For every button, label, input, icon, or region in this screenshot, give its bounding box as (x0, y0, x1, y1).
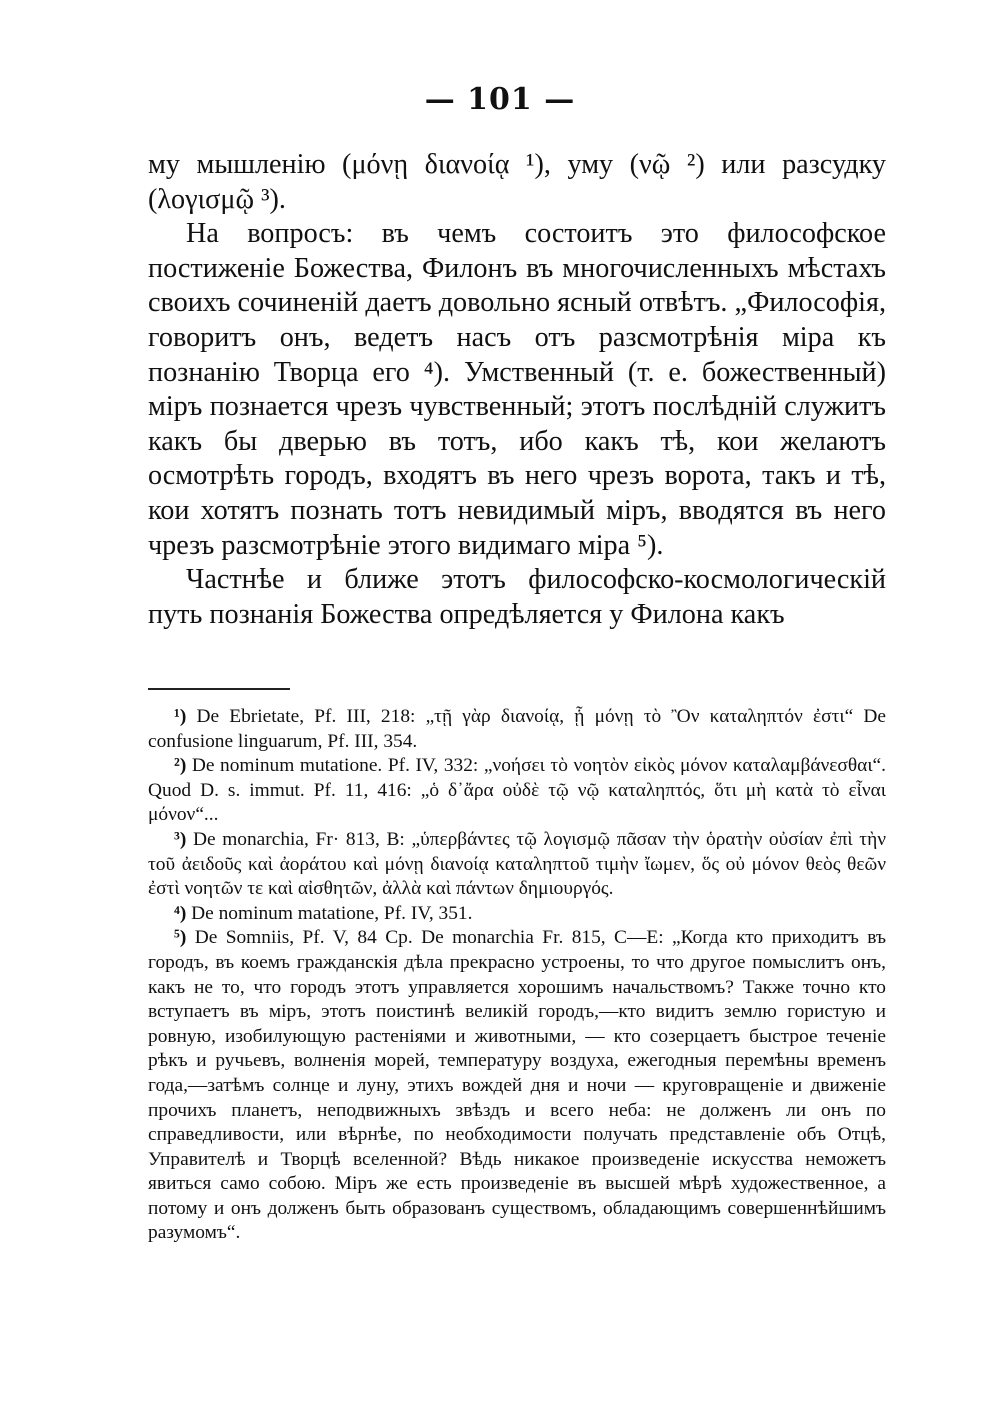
footnotes (148, 705, 886, 1246)
page-number: — 101 — (424, 82, 576, 117)
footnote-number: ⁴) (174, 902, 187, 924)
paragraph-cosmological-path: Частнѣе и ближе этотъ философско-космологическій путь познанія Божества опредѣляется у Филона какъ (148, 564, 886, 630)
footnote-3 (148, 828, 886, 902)
footnote-4 (148, 902, 886, 927)
footnote-text: De Somniis, Pf. V, 84 Cp. De monarchia Fr. 815, C—E: „Когда кто приходитъ въ городъ, въ коемъ гражданскія дѣла прекрасно устроены, то что другое помыслитъ онъ, какъ не то, что городъ этотъ управляется хорошимъ начальствомъ? Также точно кто вступаетъ въ міръ, этотъ поистинѣ великій городъ,—кто видитъ землю гористую и ровную, изобилующую растеніями и животными, — кто созерцаетъ быстрое теченіе рѣкъ и ручьевъ, волненія морей, температуру воздуха, ежегодныя перемѣны временъ года,—затѣмъ солнце и луну, этихъ вождей дня и ночи — круговращеніе и движеніе прочихъ планетъ, неподвижныхъ звѣздъ и всего неба: не долженъ ли онъ по справедливости, или вѣрнѣе, по необходимости получать представленіе объ Отцѣ, Управителѣ и Творцѣ вселенной? Вѣдь никакое произведеніе искусства неможетъ явиться само собою. Міръ же есть произведеніе въ высшей мѣрѣ художественное, а потому и онъ долженъ быть образованъ существомъ, обладающимъ совершеннѣйшимъ разумомъ“. (148, 927, 886, 1244)
footnote-text: De monarchia, Fr· 813, B: „ὑπερβάντες τῷ λογισμῷ πᾶσαν τὴν ὁρατὴν οὐσίαν ἐπὶ τὴν τοῦ ἀειδοῦς καὶ ἀοράτου καὶ μόνῃ διανοίᾳ καταληπτοῦ τιμὴν ἴωμεν, ὅς οὐ μόνον θεὸς θεῶν ἐστὶ νοητῶν τε καὶ αἰσθητῶν, ἀλλὰ καὶ πάντων δημιουργός. (148, 828, 886, 900)
main-text (148, 148, 886, 632)
footnote-2 (148, 754, 886, 828)
footnote-number: ¹) (174, 706, 187, 727)
footnote-number: ⁵) (174, 927, 187, 949)
footnote-number: ²) (174, 755, 187, 777)
footnote-text: De Ebrietate, Pf. III, 218: „τῇ γὰρ διανοίᾳ, ᾗ μόνῃ τὸ Ὂν καταληπτόν ἐστι“ De confusione linguarum, Pf. III, 354. (148, 706, 886, 752)
footnote-1 (148, 705, 886, 754)
paragraph-philosophical-knowledge: На вопросъ: въ чемъ состоитъ это философское постиженіе Божества, Филонъ въ многочисленныхъ мѣстахъ своихъ сочиненій даетъ довольно ясный отвѣтъ. „Философія, говоритъ онъ, ведетъ насъ отъ разсмотрѣнія міра къ познанію Творца его ⁴). Умственный (т. е. божественный) міръ познается чрезъ чувственный; этотъ послѣдній служитъ какъ бы дверью въ тотъ, ибо какъ тѣ, кои желаютъ осмотрѣть городъ, входятъ въ него чрезъ ворота, такъ и тѣ, кои хотятъ познать тотъ невидимый міръ, вводятся въ него чрезъ разсмотрѣніе этого видимаго міра ⁵). (148, 218, 886, 561)
footnote-divider (148, 688, 290, 690)
paragraph-continuation: му мышленію (μόνῃ διανοίᾳ ¹), уму (νῷ ²) или разсудку (λογισμῷ ³). (148, 149, 886, 215)
footnote-text: De nominum mutatione. Pf. IV, 332: „νοήσει τὸ νοητὸν εἰκὸς μόνον καταλαμβάνεσθαι“. Quod D. s. immut. Pf. 11, 416: „ὁ δ᾽ἄρα οὐδὲ τῷ νῷ καταληπτός, ὅτι μὴ κατὰ τὸ εἶναι μόνον“... (148, 755, 886, 826)
footnote-5 (148, 926, 886, 1246)
footnote-text: De nominum matatione, Pf. IV, 351. (191, 902, 473, 924)
footnote-number: ³) (174, 828, 187, 850)
